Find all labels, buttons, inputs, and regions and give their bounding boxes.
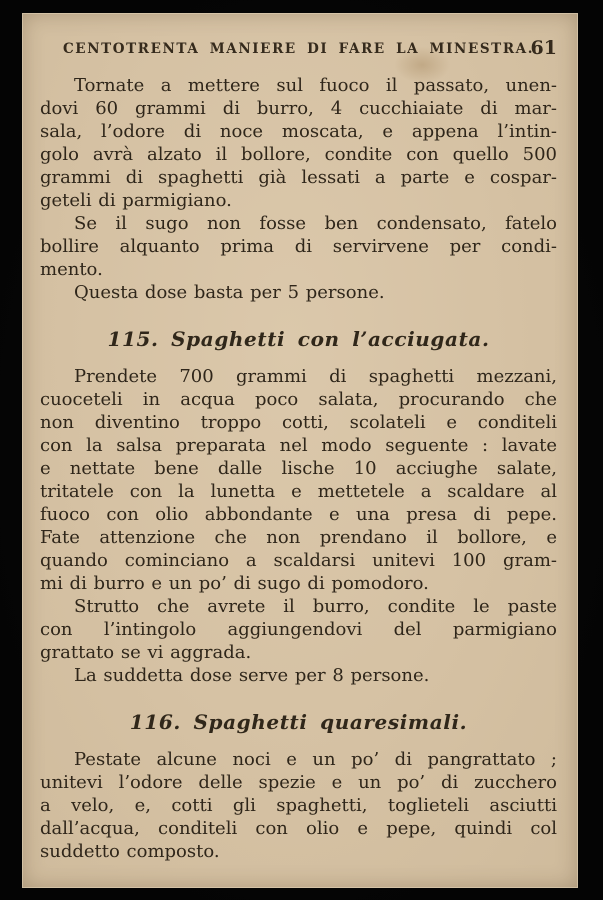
paragraph-quaresimali-preparazione: Pestate alcune noci e un po’ di pangrattato ; unitevi l’odore delle spezie e un po’ di zucchero a velo, e, cotti gli spaghetti, toglieteli asciutti dall’acqua, conditeli con olio e pepe, quindi col suddetto composto. xyxy=(40,749,557,862)
page-number: 61 xyxy=(530,37,557,59)
paragraph-passato-condimento: Tornate a mettere sul fuoco il passato, unen- dovi 60 grammi di burro, 4 cucchiaiate di mar- sala, l’odore di noce moscata, e appena l’intin- golo avrà alzato il bollore, condite con quello 500 grammi di spaghetti già lessati a parte e cospar- geteli di parmigiano. xyxy=(40,75,557,211)
running-header-title: CENTOTRENTA MANIERE DI FARE LA MINESTRA. xyxy=(62,41,535,57)
paragraph-sugo-condensato: Se il sugo non fosse ben condensato, fatelo bollire alquanto prima di servirvene per condi- mento. xyxy=(40,213,557,280)
paragraph-dose-8-persone: La suddetta dose serve per 8 persone. xyxy=(74,665,430,686)
recipe-heading-115: 115. Spaghetti con l’acciugata. xyxy=(107,327,490,351)
book-page xyxy=(22,13,578,888)
paragraph-dose-5-persone: Questa dose basta per 5 persone. xyxy=(74,282,385,303)
recipe-heading-116: 116. Spaghetti quaresimali. xyxy=(129,710,468,734)
page-body xyxy=(40,74,557,863)
running-header xyxy=(40,37,557,59)
paragraph-acciugata-preparazione: Prendete 700 grammi di spaghetti mezzani, cuoceteli in acqua poco salata, procurando che non diventino troppo cotti, scolateli e conditeli con la salsa preparata nel modo seguente : lavate e nettate bene dalle lische 10 acciughe salate, tritatele con la lunetta e mettetele a scaldare al fuoco con olio abbondante e una presa di pepe. Fate attenzione che non prendano il bollore, e quando cominciano a scaldarsi unitevi 100 gram- mi di burro e un po’ di sugo di pomodoro. xyxy=(40,366,557,594)
paragraph-strutto-condite: Strutto che avrete il burro, condite le paste con l’intingolo aggiungendovi del parmigiano grattato se vi aggrada. xyxy=(40,596,557,663)
